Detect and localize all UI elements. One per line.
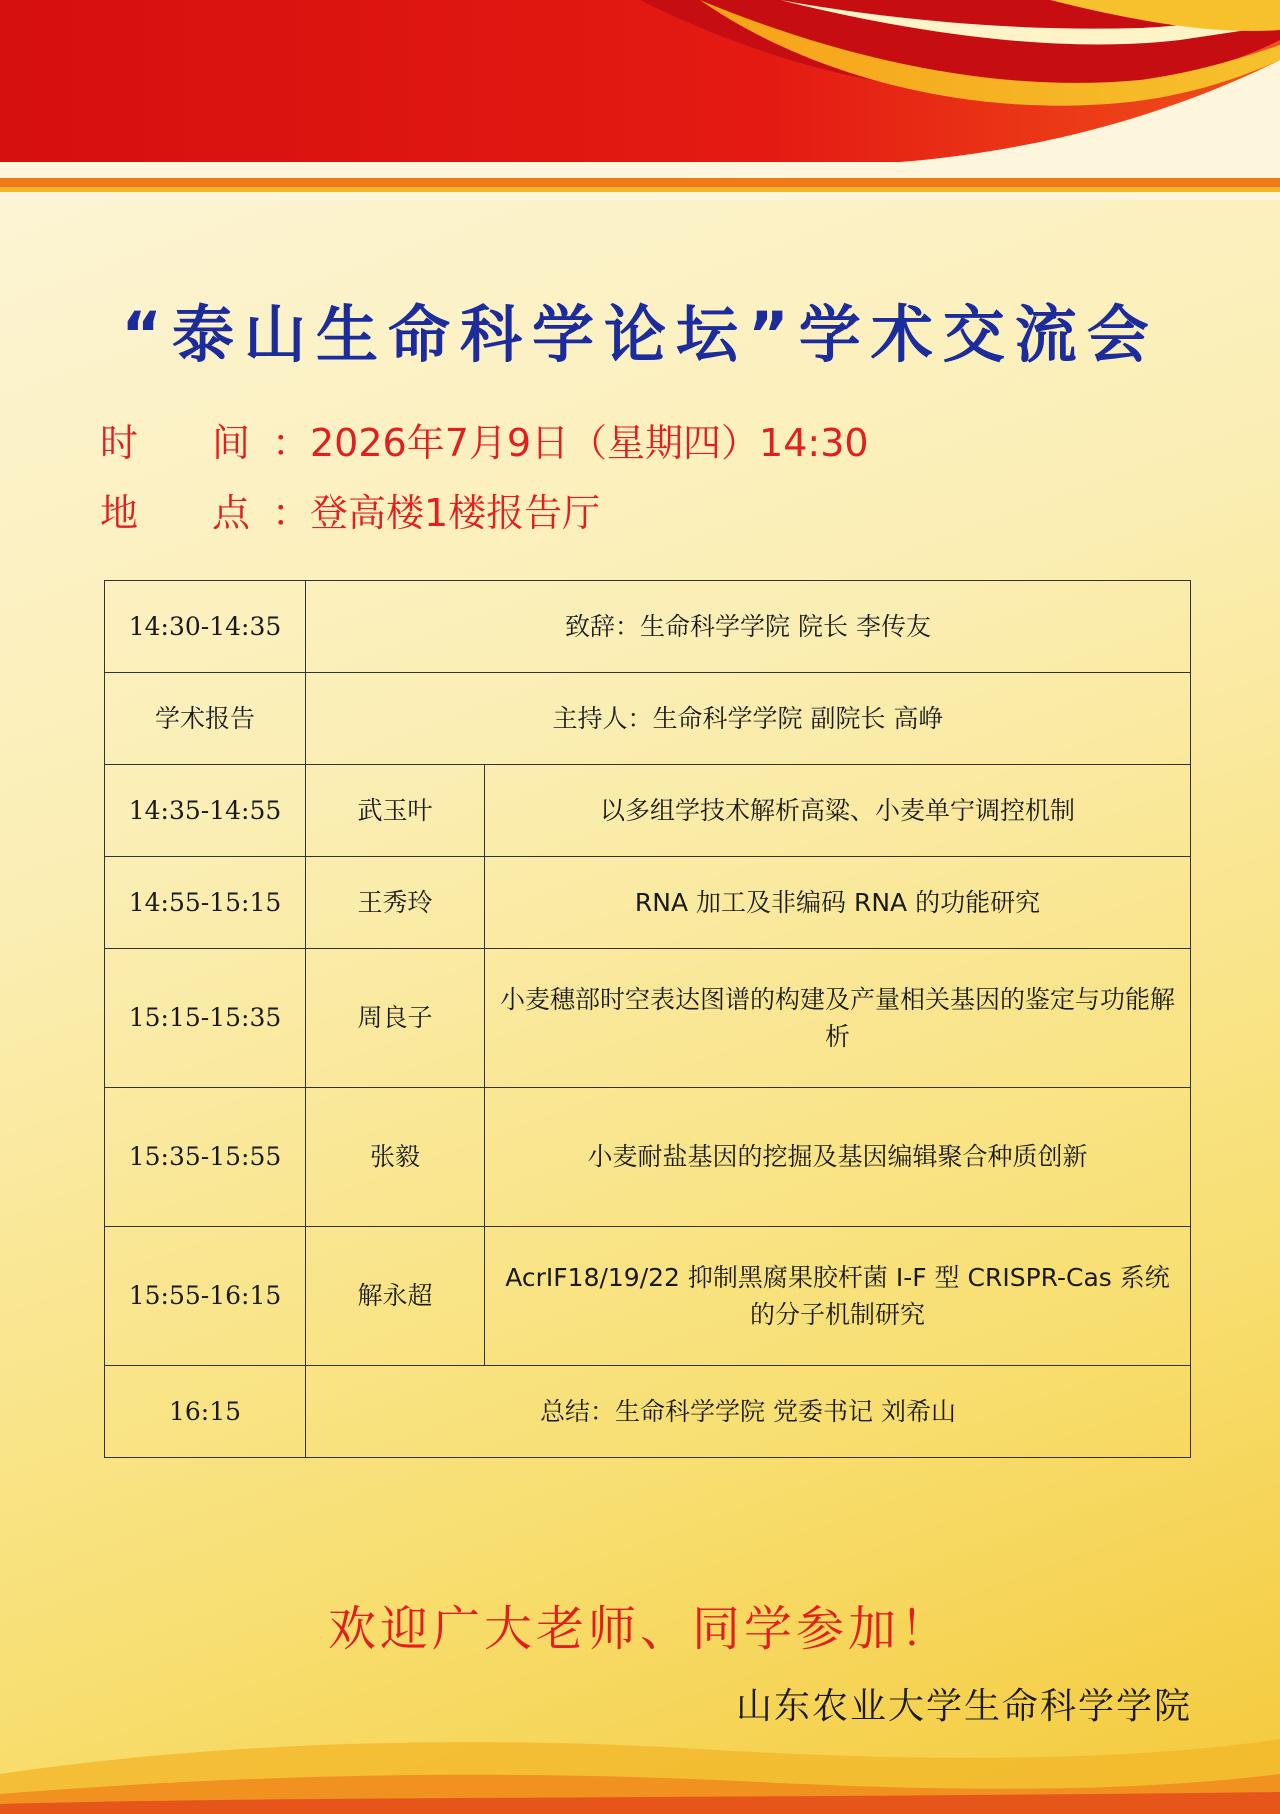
event-time-line	[100, 412, 869, 467]
table-row	[105, 1088, 1191, 1227]
table-row-session	[105, 673, 1191, 765]
time-cell: 16:15	[105, 1366, 306, 1458]
session-host-cell: 主持人：生命科学学院 副院长 高峥	[306, 673, 1191, 765]
table-row	[105, 765, 1191, 857]
welcome-message: 欢迎广大老师、同学参加！	[327, 1601, 952, 1657]
topic-cell: AcrIF18/19/22 抑制黑腐果胶杆菌 I-F 型 CRISPR-Cas 系统的分子机制研究	[485, 1227, 1191, 1366]
event-place-value: 登高楼1楼报告厅	[310, 491, 601, 535]
top-wave-decoration	[0, 0, 1280, 200]
topic-cell: 以多组学技术解析高粱、小麦单宁调控机制	[485, 765, 1191, 857]
time-cell: 14:55-15:15	[105, 857, 306, 949]
table-row-opening	[105, 581, 1191, 673]
speaker-cell: 解永超	[306, 1227, 485, 1366]
topic-cell: 小麦穗部时空表达图谱的构建及产量相关基因的鉴定与功能解析	[485, 949, 1191, 1088]
place-label-first-char: 地	[100, 491, 139, 535]
time-cell: 14:35-14:55	[105, 765, 306, 857]
place-label-second-char: 点	[212, 491, 251, 535]
time-cell: 15:15-15:35	[105, 949, 306, 1088]
event-time-value: 2026年7月9日（星期四）14:30	[310, 421, 869, 465]
table-row	[105, 857, 1191, 949]
organizer-name: 山东农业大学生命科学学院	[735, 1686, 1192, 1727]
closing-summary-cell: 总结：生命科学学院 党委书记 刘希山	[306, 1366, 1191, 1458]
bottom-wave-decoration	[0, 1704, 1280, 1814]
table-row-closing	[105, 1366, 1191, 1458]
speaker-cell: 王秀玲	[306, 857, 485, 949]
place-colon: ：	[272, 491, 311, 535]
table-row	[105, 949, 1191, 1088]
time-colon: ：	[272, 421, 311, 465]
speaker-cell: 武玉叶	[306, 765, 485, 857]
speaker-cell: 周良子	[306, 949, 485, 1088]
session-label-cell: 学术报告	[105, 673, 306, 765]
table-row	[105, 1227, 1191, 1366]
opening-speech-cell: 致辞：生命科学学院 院长 李传友	[306, 581, 1191, 673]
speaker-cell: 张毅	[306, 1088, 485, 1227]
event-place-line	[100, 482, 600, 537]
time-cell: 14:30-14:35	[105, 581, 306, 673]
time-label-first-char: 时	[100, 421, 139, 465]
schedule-table	[104, 580, 1191, 1458]
topic-cell: 小麦耐盐基因的挖掘及基因编辑聚合种质创新	[485, 1088, 1191, 1227]
page-title: “泰山生命科学论坛”学术交流会	[121, 298, 1159, 371]
time-label-second-char: 间	[212, 421, 251, 465]
time-cell: 15:35-15:55	[105, 1088, 306, 1227]
topic-cell: RNA 加工及非编码 RNA 的功能研究	[485, 857, 1191, 949]
time-cell: 15:55-16:15	[105, 1227, 306, 1366]
